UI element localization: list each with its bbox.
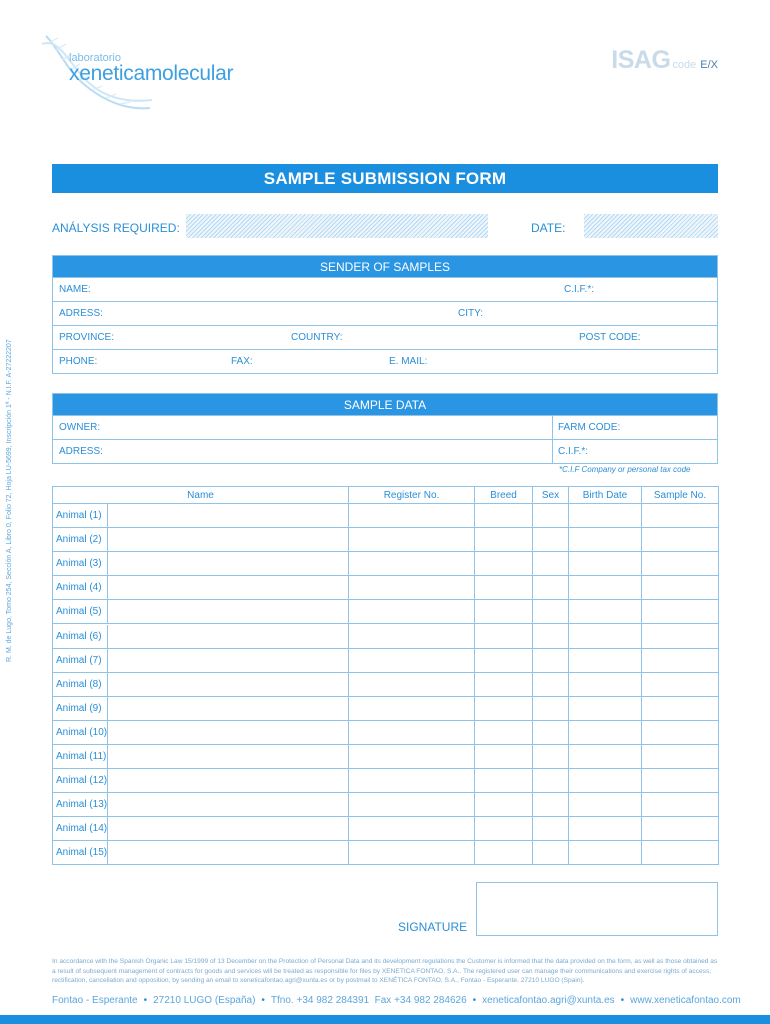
footer-city: 27210 LUGO (España) <box>153 995 256 1006</box>
sample-adress-label: ADRESS: <box>59 446 103 457</box>
sample-no-cell[interactable] <box>642 672 719 696</box>
signature-box[interactable] <box>476 882 718 936</box>
sample-no-cell[interactable] <box>642 817 719 841</box>
birth-date-cell[interactable] <box>569 600 642 624</box>
table-row <box>53 744 719 768</box>
animal-name-cell[interactable] <box>53 528 349 552</box>
birth-date-cell[interactable] <box>569 696 642 720</box>
birth-date-cell[interactable] <box>569 817 642 841</box>
birth-date-cell[interactable] <box>569 744 642 768</box>
register-cell[interactable] <box>349 552 475 576</box>
sex-cell[interactable] <box>533 576 569 600</box>
animal-name-cell[interactable] <box>53 793 349 817</box>
sex-cell[interactable] <box>533 600 569 624</box>
birth-date-cell[interactable] <box>569 528 642 552</box>
animal-name-cell[interactable] <box>53 504 349 528</box>
sample-section <box>52 393 718 464</box>
sender-row-province[interactable] <box>53 325 717 349</box>
animal-label: Animal (15) <box>56 841 108 864</box>
sex-cell[interactable] <box>533 744 569 768</box>
register-cell[interactable] <box>349 504 475 528</box>
breed-cell[interactable] <box>475 552 533 576</box>
animal-name-cell[interactable] <box>53 769 349 793</box>
registry-text: R. M. de Lugo, Tomo 254, Sección A, Libro 0, Folio 72, Hoja LU-5699, Inscripción 1ª - N.I.F. A-27222207 <box>6 339 13 662</box>
sample-no-cell[interactable] <box>642 504 719 528</box>
animal-label: Animal (4) <box>56 576 108 599</box>
animal-label: Animal (14) <box>56 817 108 840</box>
date-label: DATE: <box>531 221 566 235</box>
sample-no-cell[interactable] <box>642 528 719 552</box>
sex-cell[interactable] <box>533 528 569 552</box>
animal-name-cell[interactable] <box>53 552 349 576</box>
sample-no-cell[interactable] <box>642 648 719 672</box>
name-label: NAME: <box>59 284 91 295</box>
register-cell[interactable] <box>349 624 475 648</box>
sex-cell[interactable] <box>533 672 569 696</box>
lab-logo <box>38 30 234 114</box>
breed-cell[interactable] <box>475 600 533 624</box>
animal-label: Animal (2) <box>56 528 108 551</box>
breed-cell[interactable] <box>475 720 533 744</box>
animal-label: Animal (10) <box>56 721 108 744</box>
register-cell[interactable] <box>349 672 475 696</box>
footer-fax: Fax +34 982 284626 <box>374 995 467 1006</box>
animal-label: Animal (11) <box>56 745 108 768</box>
table-row <box>53 720 719 744</box>
footer-web[interactable]: www.xeneticafontao.com <box>630 995 741 1006</box>
table-row <box>53 648 719 672</box>
logo-small-text: laboratorio <box>69 52 121 64</box>
bullet-icon: • <box>620 995 625 1006</box>
birth-date-cell[interactable] <box>569 769 642 793</box>
date-field[interactable] <box>584 214 718 238</box>
breed-cell[interactable] <box>475 769 533 793</box>
animal-name-cell[interactable] <box>53 720 349 744</box>
table-row <box>53 624 719 648</box>
sample-no-cell[interactable] <box>642 720 719 744</box>
breed-cell[interactable] <box>475 696 533 720</box>
breed-cell[interactable] <box>475 504 533 528</box>
sex-cell[interactable] <box>533 841 569 865</box>
register-cell[interactable] <box>349 793 475 817</box>
table-row <box>53 769 719 793</box>
register-cell[interactable] <box>349 744 475 768</box>
breed-cell[interactable] <box>475 624 533 648</box>
country-label: COUNTRY: <box>291 332 343 343</box>
birth-date-cell[interactable] <box>569 720 642 744</box>
cif-note: *C.I.F Company or personal tax code <box>559 465 691 474</box>
breed-cell[interactable] <box>475 672 533 696</box>
isag-brand: ISAG <box>611 46 671 74</box>
divider <box>552 440 553 463</box>
birth-date-cell[interactable] <box>569 793 642 817</box>
signature-label: SIGNATURE <box>398 920 468 934</box>
animal-label: Animal (5) <box>56 600 108 623</box>
table-row <box>53 793 719 817</box>
phone-label: PHONE: <box>59 356 98 367</box>
table-row <box>53 528 719 552</box>
province-label: PROVINCE: <box>59 332 115 343</box>
birth-date-cell[interactable] <box>569 624 642 648</box>
birth-date-cell[interactable] <box>569 552 642 576</box>
animal-label: Animal (7) <box>56 649 108 672</box>
birth-date-cell[interactable] <box>569 648 642 672</box>
post-code-label: POST CODE: <box>579 332 641 343</box>
logo-main-text: xeneticamolecular <box>69 62 234 85</box>
isag-ex-text: E/X <box>700 59 718 71</box>
table-row <box>53 696 719 720</box>
table-row <box>53 576 719 600</box>
register-cell[interactable] <box>349 576 475 600</box>
register-cell[interactable] <box>349 600 475 624</box>
register-cell[interactable] <box>349 528 475 552</box>
sample-no-cell[interactable] <box>642 600 719 624</box>
column-header-name: Name <box>53 487 349 504</box>
analysis-required-label: ANÁLYSIS REQUIRED: <box>52 221 180 235</box>
sex-cell[interactable] <box>533 696 569 720</box>
bottom-accent-bar <box>0 1015 770 1024</box>
adress-label: ADRESS: <box>59 308 103 319</box>
register-cell[interactable] <box>349 841 475 865</box>
animal-name-cell[interactable] <box>53 576 349 600</box>
table-header-row <box>53 487 719 504</box>
animal-name-cell[interactable] <box>53 624 349 648</box>
sex-cell[interactable] <box>533 504 569 528</box>
bullet-icon: • <box>261 995 265 1006</box>
footer-address: Fontao - Esperante <box>52 995 138 1006</box>
animal-name-cell[interactable] <box>53 672 349 696</box>
register-cell[interactable] <box>349 648 475 672</box>
sender-row-phone[interactable] <box>53 349 717 373</box>
cif-label: C.I.F.*: <box>564 284 595 295</box>
sample-no-cell[interactable] <box>642 769 719 793</box>
sex-cell[interactable] <box>533 624 569 648</box>
animal-name-cell[interactable] <box>53 841 349 865</box>
sample-no-cell[interactable] <box>642 793 719 817</box>
legal-notice: In accordance with the Spanish Organic Law 15/1999 of 13 December on the Protection of Personal Data and its development regulations the Customer is informed that the data provided on the form, as well as those obtained as a result of subsequent management of contracts for goods and services will be treated as responsible for files by XENETICA FONTAO, S.A.. The registered user can manage their communications and exercise rights of access, rectification, cancellation and opposition, by sending an email to xeneticafontao.agri@xunta.es or by postmail to XENÉTICA FONTAO, S.A., Fontao - Esperante. 27210 LUGO (Spain). <box>52 958 718 984</box>
analysis-required-field[interactable] <box>186 214 488 238</box>
sample-header: SAMPLE DATA <box>53 394 717 415</box>
bullet-icon: • <box>472 995 477 1006</box>
table-row <box>53 672 719 696</box>
animal-label: Animal (3) <box>56 552 108 575</box>
table-row <box>53 600 719 624</box>
breed-cell[interactable] <box>475 576 533 600</box>
sample-cif-label: C.I.F.*: <box>558 446 589 457</box>
animal-name-cell[interactable] <box>53 600 349 624</box>
animal-name-cell[interactable] <box>53 648 349 672</box>
owner-label: OWNER: <box>59 422 101 433</box>
table-row <box>53 817 719 841</box>
sample-no-cell[interactable] <box>642 576 719 600</box>
sample-row-adress[interactable] <box>53 439 717 463</box>
column-header-sample-no: Sample No. <box>642 487 719 504</box>
breed-cell[interactable] <box>475 744 533 768</box>
sex-cell[interactable] <box>533 552 569 576</box>
footer-phone: Tfno. +34 982 284391 <box>270 995 370 1006</box>
birth-date-cell[interactable] <box>569 672 642 696</box>
breed-cell[interactable] <box>475 648 533 672</box>
sex-cell[interactable] <box>533 793 569 817</box>
animal-label: Animal (9) <box>56 697 108 720</box>
sample-no-cell[interactable] <box>642 744 719 768</box>
sender-row-name[interactable] <box>53 277 717 301</box>
column-header-sex: Sex <box>533 487 569 504</box>
animal-name-cell[interactable] <box>53 817 349 841</box>
animal-label: Animal (1) <box>56 504 108 527</box>
breed-cell[interactable] <box>475 817 533 841</box>
animal-label: Animal (13) <box>56 793 108 816</box>
form-title: SAMPLE SUBMISSION FORM <box>52 164 718 193</box>
animal-name-cell[interactable] <box>53 744 349 768</box>
column-header-birth-date: Birth Date <box>569 487 642 504</box>
sample-no-cell[interactable] <box>642 841 719 865</box>
breed-cell[interactable] <box>475 528 533 552</box>
sender-section <box>52 255 718 374</box>
breed-cell[interactable] <box>475 841 533 865</box>
fax-label: FAX: <box>231 356 253 367</box>
register-cell[interactable] <box>349 769 475 793</box>
table-row <box>53 504 719 528</box>
sex-cell[interactable] <box>533 769 569 793</box>
birth-date-cell[interactable] <box>569 504 642 528</box>
farm-code-label: FARM CODE: <box>558 422 621 433</box>
bullet-icon: • <box>143 995 148 1006</box>
sex-cell[interactable] <box>533 817 569 841</box>
sample-no-cell[interactable] <box>642 552 719 576</box>
sex-cell[interactable] <box>533 648 569 672</box>
sender-header: SENDER OF SAMPLES <box>53 256 717 277</box>
sample-row-owner[interactable] <box>53 415 717 439</box>
animal-label: Animal (8) <box>56 673 108 696</box>
isag-code-text: code <box>672 59 697 71</box>
table-row <box>53 841 719 865</box>
divider <box>552 416 553 439</box>
animal-name-cell[interactable] <box>53 696 349 720</box>
breed-cell[interactable] <box>475 793 533 817</box>
sample-no-cell[interactable] <box>642 696 719 720</box>
table-row <box>53 552 719 576</box>
column-header-register: Register No. <box>349 487 475 504</box>
animal-label: Animal (12) <box>56 769 108 792</box>
animal-label: Animal (6) <box>56 625 108 648</box>
city-label: CITY: <box>458 308 484 319</box>
email-label: E. MAIL: <box>389 356 428 367</box>
birth-date-cell[interactable] <box>569 576 642 600</box>
register-cell[interactable] <box>349 720 475 744</box>
register-cell[interactable] <box>349 696 475 720</box>
animals-table <box>52 486 719 865</box>
register-cell[interactable] <box>349 817 475 841</box>
sender-row-adress[interactable] <box>53 301 717 325</box>
footer-email[interactable]: xeneticafontao.agri@xunta.es <box>482 995 615 1006</box>
isag-code-mark <box>611 46 718 75</box>
sample-no-cell[interactable] <box>642 624 719 648</box>
footer-contact <box>52 995 741 1006</box>
column-header-breed: Breed <box>475 487 533 504</box>
birth-date-cell[interactable] <box>569 841 642 865</box>
sex-cell[interactable] <box>533 720 569 744</box>
